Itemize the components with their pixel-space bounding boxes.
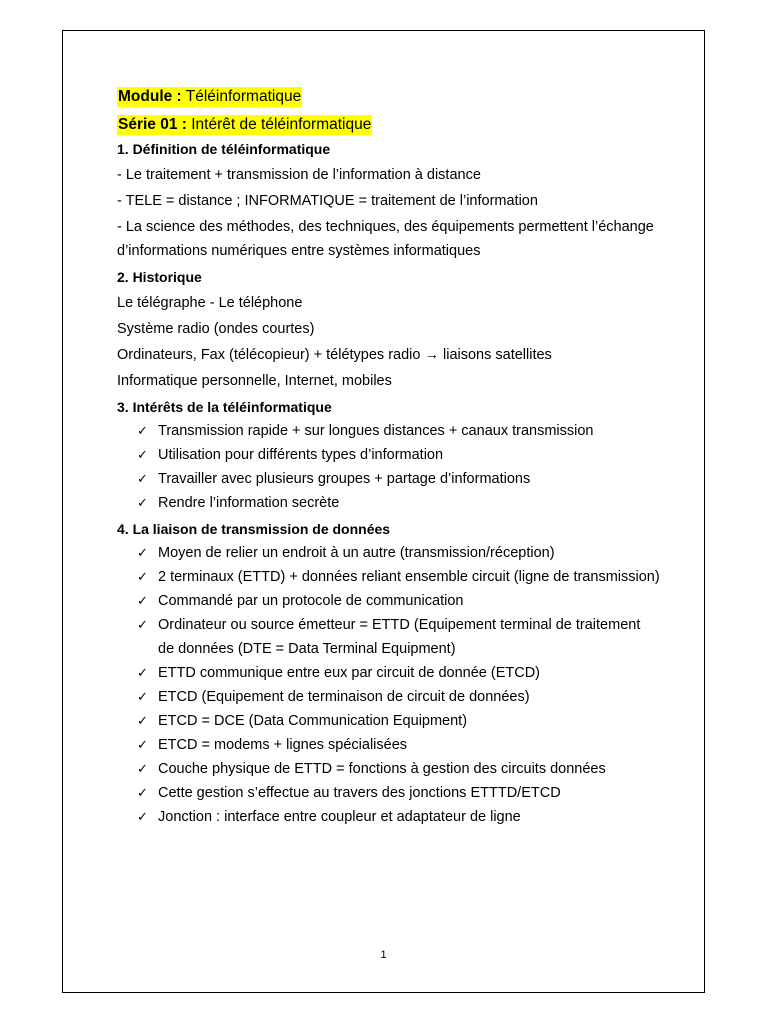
list-item-text: ETCD (Equipement de terminaison de circuit de données) — [158, 689, 530, 705]
list-item — [117, 422, 697, 440]
section-2-line: Système radio (ondes courtes) — [117, 321, 315, 337]
checkmark-icon: ✓ — [137, 785, 148, 800]
checkmark-icon: ✓ — [137, 495, 148, 510]
list-item — [117, 544, 697, 562]
serie-label: Série 01 : — [118, 116, 187, 133]
section-1-line: d’informations numériques entre systèmes informatiques — [117, 243, 481, 259]
list-item — [117, 446, 697, 464]
checkmark-icon: ✓ — [137, 593, 148, 608]
checkmark-icon: ✓ — [137, 545, 148, 560]
list-item-text: Commandé par un protocole de communication — [158, 593, 464, 609]
list-item — [117, 760, 697, 778]
serie-title-highlight — [117, 115, 372, 135]
section-2-line: Ordinateurs, Fax (télécopieur) + télétypes radio → liaisons satellites — [117, 347, 552, 363]
checkmark-icon: ✓ — [137, 569, 148, 584]
list-item-text: Jonction : interface entre coupleur et adaptateur de ligne — [158, 809, 521, 825]
section-1-line: - La science des méthodes, des techniques, des équipements permettent l’échange — [117, 219, 654, 235]
list-item — [117, 712, 697, 730]
section-3-heading: 3. Intérêts de la téléinformatique — [117, 399, 332, 415]
module-title — [117, 87, 697, 107]
checkmark-icon: ✓ — [137, 809, 148, 824]
list-item — [117, 616, 697, 658]
list-item-text: Utilisation pour différents types d’information — [158, 447, 444, 463]
list-item-text: Moyen de relier un endroit à un autre (transmission/réception) — [158, 545, 555, 561]
document-content — [117, 87, 697, 826]
list-item — [117, 784, 697, 802]
list-item-text: Transmission rapide + sur longues distances + canaux transmission — [158, 423, 594, 439]
section-1-line: - Le traitement + transmission de l’information à distance — [117, 167, 481, 183]
section-3-list — [117, 422, 697, 512]
checkmark-icon: ✓ — [137, 447, 148, 462]
section-1-line: - TELE = distance ; INFORMATIQUE = traitement de l’information — [117, 193, 538, 209]
document-page — [62, 30, 705, 993]
list-item — [117, 494, 697, 512]
section-4-list — [117, 544, 697, 826]
module-label: Module : — [118, 88, 182, 105]
section-1-heading: 1. Définition de téléinformatique — [117, 141, 331, 157]
list-item-text: Ordinateur ou source émetteur = ETTD (Equipement terminal de traitement — [158, 617, 641, 633]
list-item-continuation: de données (DTE = Data Terminal Equipment) — [158, 641, 456, 657]
checkmark-icon: ✓ — [137, 761, 148, 776]
list-item — [117, 688, 697, 706]
list-item — [117, 592, 697, 610]
serie-title — [117, 115, 697, 135]
checkmark-icon: ✓ — [137, 471, 148, 486]
checkmark-icon: ✓ — [137, 689, 148, 704]
list-item — [117, 664, 697, 682]
list-item — [117, 808, 697, 826]
section-2-heading: 2. Historique — [117, 269, 202, 285]
list-item-text: Rendre l’information secrète — [158, 495, 340, 511]
checkmark-icon: ✓ — [137, 713, 148, 728]
section-2-line: Le télégraphe - Le téléphone — [117, 295, 303, 311]
checkmark-icon: ✓ — [137, 737, 148, 752]
list-item-text: Cette gestion s’effectue au travers des jonctions ETTTD/ETCD — [158, 785, 561, 801]
list-item-text: ETCD = DCE (Data Communication Equipment) — [158, 713, 468, 729]
list-item-text: 2 terminaux (ETTD) + données reliant ensemble circuit (ligne de transmission) — [158, 569, 660, 585]
list-item-text: ETTD communique entre eux par circuit de donnée (ETCD) — [158, 665, 540, 681]
module-value: Téléinformatique — [185, 88, 302, 105]
module-title-highlight — [117, 87, 302, 107]
list-item — [117, 568, 697, 586]
list-item-text: ETCD = modems + lignes spécialisées — [158, 737, 408, 753]
list-item-text: Couche physique de ETTD = fonctions à gestion des circuits données — [158, 761, 606, 777]
list-item — [117, 470, 697, 488]
list-item-text: Travailler avec plusieurs groupes + partage d’informations — [158, 471, 531, 487]
section-2-line: Informatique personnelle, Internet, mobiles — [117, 373, 392, 389]
checkmark-icon: ✓ — [137, 665, 148, 680]
section-4-heading: 4. La liaison de transmission de données — [117, 521, 391, 537]
serie-value: Intérêt de téléinformatique — [191, 116, 372, 133]
page-number: 1 — [380, 949, 387, 961]
checkmark-icon: ✓ — [137, 423, 148, 438]
list-item — [117, 736, 697, 754]
checkmark-icon: ✓ — [137, 617, 148, 632]
